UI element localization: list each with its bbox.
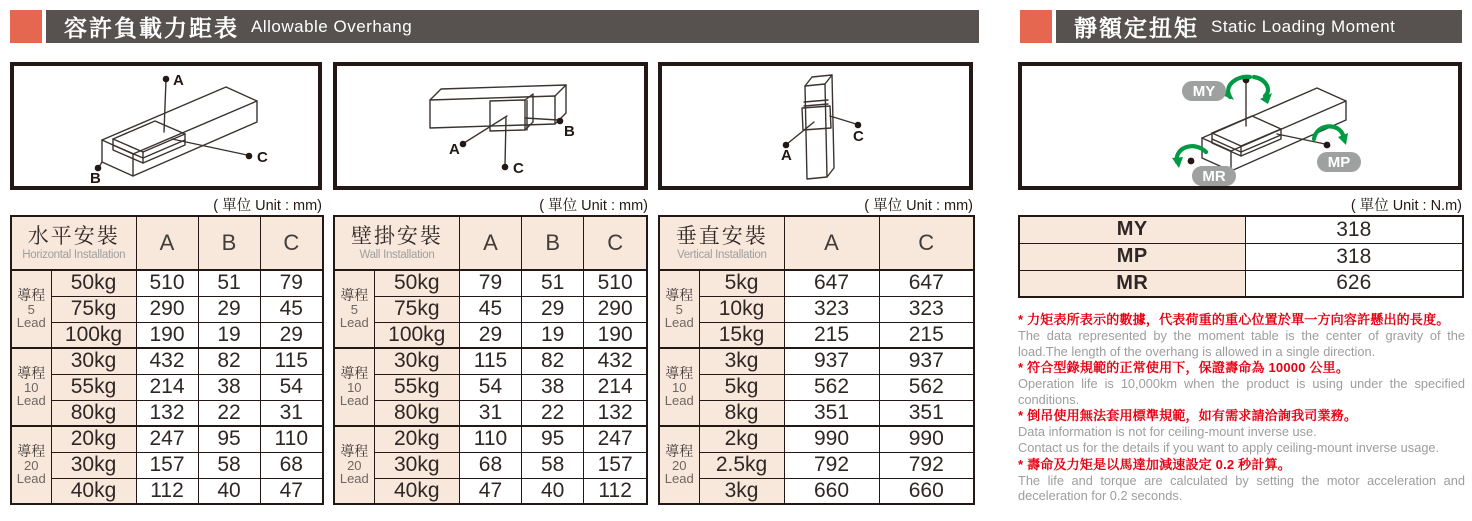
load-cell: 20kg — [374, 426, 459, 452]
lead-cell — [334, 270, 374, 348]
horizontal-installation-diagram — [10, 62, 322, 190]
value-cell: 323 — [784, 296, 879, 322]
value-cell: 95 — [198, 426, 260, 452]
value-cell: 38 — [198, 374, 260, 400]
value-cell: 58 — [522, 452, 584, 478]
value-cell: 22 — [198, 400, 260, 426]
table-row — [659, 400, 974, 426]
lead-en: Lead — [664, 315, 694, 331]
table-row — [334, 322, 647, 348]
moment-table — [1018, 215, 1464, 298]
installation-title-zh: 垂直安裝 — [675, 225, 768, 249]
load-cell: 80kg — [374, 400, 459, 426]
value-cell: 990 — [879, 426, 974, 452]
footnote-en: Data information is not for ceiling-mount inverse use. — [1018, 424, 1317, 440]
column-header-cell: A — [784, 216, 879, 270]
table-row — [11, 296, 323, 322]
load-cell: 5kg — [699, 374, 784, 400]
value-cell: 132 — [584, 400, 647, 426]
point-a-label: A — [449, 141, 460, 158]
table-row — [659, 374, 974, 400]
load-cell: 50kg — [51, 270, 136, 296]
load-cell: 8kg — [699, 400, 784, 426]
lead-cell — [11, 270, 51, 348]
value-cell: 112 — [584, 478, 647, 504]
value-cell: 47 — [459, 478, 521, 504]
value-cell: 510 — [584, 270, 647, 296]
value-cell: 132 — [136, 400, 198, 426]
moment-row — [1019, 270, 1463, 297]
value-cell: 19 — [198, 322, 260, 348]
load-cell: 10kg — [699, 296, 784, 322]
load-cell: 15kg — [699, 322, 784, 348]
footnotes — [1018, 311, 1465, 504]
installation-title-cell — [334, 216, 459, 270]
load-cell: 55kg — [51, 374, 136, 400]
value-cell: 432 — [136, 348, 198, 374]
wall-installation-diagram — [333, 62, 648, 190]
lead-zh: 導程 — [665, 443, 694, 460]
footnote-en: The data represented by the moment table is the center of gravity of the load.The length of the overhang is allowed in a single direction. — [1018, 328, 1465, 359]
moment-label-cell: MP — [1019, 243, 1245, 270]
point-a-label: A — [173, 72, 184, 89]
value-cell: 351 — [879, 400, 974, 426]
table-row — [659, 348, 974, 374]
value-cell: 29 — [260, 322, 323, 348]
lead-zh: 導程 — [17, 287, 46, 304]
value-cell: 58 — [198, 452, 260, 478]
accent-square — [10, 10, 42, 43]
lead-en: Lead — [16, 315, 46, 331]
lead-number: 20 — [672, 457, 687, 473]
lead-number: 10 — [347, 379, 362, 395]
installation-title-cell — [659, 216, 784, 270]
value-cell: 432 — [584, 348, 647, 374]
value-cell: 647 — [879, 270, 974, 296]
table-row — [659, 296, 974, 322]
lead-number: 5 — [27, 301, 35, 317]
lead-cell — [11, 348, 51, 426]
value-cell: 115 — [459, 348, 521, 374]
value-cell: 29 — [459, 322, 521, 348]
column-header-cell: A — [459, 216, 521, 270]
column-header-cell: B — [198, 216, 260, 270]
accent-square — [1020, 10, 1052, 43]
overhang-table — [658, 215, 975, 505]
value-cell: 792 — [784, 452, 879, 478]
lead-cell — [334, 426, 374, 504]
value-cell: 247 — [136, 426, 198, 452]
load-cell: 30kg — [374, 348, 459, 374]
value-cell: 54 — [459, 374, 521, 400]
mr-label: MR — [1202, 168, 1226, 185]
lead-zh: 導程 — [340, 365, 369, 382]
load-cell: 3kg — [699, 478, 784, 504]
table-row — [334, 374, 647, 400]
value-cell: 112 — [136, 478, 198, 504]
footnote-zh: * 倒吊使用無法套用標準規範，如有需求請洽詢我司業務。 — [1018, 408, 1358, 424]
value-cell: 79 — [260, 270, 323, 296]
value-cell: 290 — [584, 296, 647, 322]
value-cell: 562 — [784, 374, 879, 400]
moment-label-cell: MR — [1019, 270, 1245, 297]
footnote-zh: * 符合型錄規範的正常使用下，保證壽命為 10000 公里。 — [1018, 360, 1350, 376]
lead-cell — [659, 426, 699, 504]
overhang-table — [10, 215, 324, 505]
vertical-installation-table — [658, 215, 973, 505]
table-header-row — [334, 216, 647, 270]
my-label: MY — [1192, 83, 1216, 100]
lead-zh: 導程 — [665, 287, 694, 304]
lead-en: Lead — [339, 471, 369, 487]
footnote-en: Operation life is 10,000km when the product is using under the specified conditions. — [1018, 376, 1465, 407]
moment-label-cell: MY — [1019, 216, 1245, 243]
load-cell: 75kg — [374, 296, 459, 322]
moment-value-cell: 318 — [1245, 216, 1463, 243]
value-cell: 215 — [784, 322, 879, 348]
moment-value-cell: 626 — [1245, 270, 1463, 297]
footnote-en: Contact us for the details if you want to apply ceiling-mount inverse usage. — [1018, 439, 1440, 455]
table-row — [334, 296, 647, 322]
installation-title-cell — [11, 216, 136, 270]
moment-row — [1019, 243, 1463, 270]
lead-en: Lead — [339, 393, 369, 409]
moment-row — [1019, 216, 1463, 243]
value-cell: 68 — [459, 452, 521, 478]
value-cell: 45 — [260, 296, 323, 322]
lead-cell — [659, 348, 699, 426]
unit-label-mm: ( 單位 Unit : mm) — [539, 198, 648, 214]
point-b-label: B — [564, 123, 575, 140]
footnote-zh: * 力矩表所表示的數據，代表荷重的重心位置於單一方向容許懸出的長度。 — [1018, 312, 1450, 327]
section-title-en: Static Loading Moment — [1211, 16, 1396, 36]
table-row — [659, 322, 974, 348]
load-cell: 50kg — [374, 270, 459, 296]
lead-zh: 導程 — [17, 365, 46, 382]
unit-label-mm: ( 單位 Unit : mm) — [213, 198, 322, 214]
value-cell: 660 — [879, 478, 974, 504]
installation-title-zh: 壁掛安裝 — [350, 225, 443, 249]
footnote — [1018, 407, 1465, 455]
lead-number: 5 — [350, 301, 358, 317]
point-c-label: C — [853, 128, 864, 145]
value-cell: 82 — [522, 348, 584, 374]
header-bar — [46, 10, 979, 43]
table-row — [11, 400, 323, 426]
value-cell: 215 — [879, 322, 974, 348]
value-cell: 45 — [459, 296, 521, 322]
value-cell: 937 — [879, 348, 974, 374]
value-cell: 51 — [522, 270, 584, 296]
horizontal-installation-table — [10, 215, 322, 505]
table-row — [334, 426, 647, 452]
lead-number: 10 — [672, 379, 687, 395]
table-header-row — [659, 216, 974, 270]
table-row — [659, 478, 974, 504]
value-cell: 54 — [260, 374, 323, 400]
wall-rail-drawing — [337, 66, 644, 186]
value-cell: 40 — [198, 478, 260, 504]
table-row — [11, 452, 323, 478]
section-title-en: Allowable Overhang — [251, 16, 413, 36]
column-header-cell: C — [584, 216, 647, 270]
value-cell: 214 — [136, 374, 198, 400]
unit-label-mm: ( 單位 Unit : mm) — [864, 198, 973, 214]
section-header-static-loading-moment — [1020, 10, 1462, 43]
value-cell: 110 — [459, 426, 521, 452]
header-bar — [1056, 10, 1462, 43]
value-cell: 660 — [784, 478, 879, 504]
value-cell: 290 — [136, 296, 198, 322]
table-header-row — [11, 216, 323, 270]
value-cell: 29 — [522, 296, 584, 322]
horizontal-rail-drawing — [14, 66, 318, 186]
lead-cell — [11, 426, 51, 504]
column-header-cell: C — [879, 216, 974, 270]
unit-label-nm: ( 單位 Unit : N.m) — [1350, 198, 1462, 214]
load-cell: 80kg — [51, 400, 136, 426]
load-cell: 30kg — [51, 348, 136, 374]
vertical-installation-diagram — [658, 62, 973, 190]
load-cell: 55kg — [374, 374, 459, 400]
table-row — [659, 270, 974, 296]
table-row — [11, 322, 323, 348]
table-row — [11, 478, 323, 504]
load-cell: 40kg — [374, 478, 459, 504]
load-cell: 30kg — [51, 452, 136, 478]
value-cell: 190 — [584, 322, 647, 348]
lead-number: 20 — [24, 457, 39, 473]
installation-title-en: Horizontal Installation — [22, 248, 126, 261]
column-header-cell: B — [522, 216, 584, 270]
value-cell: 79 — [459, 270, 521, 296]
installation-title-en: Vertical Installation — [676, 248, 767, 261]
moment-rail-drawing — [1022, 66, 1458, 186]
column-header-cell: A — [136, 216, 198, 270]
table-row — [659, 452, 974, 478]
lead-cell — [334, 348, 374, 426]
footnote-zh: * 壽命及力矩是以馬達加減速設定 0.2 秒計算。 — [1018, 456, 1291, 472]
lead-en: Lead — [664, 393, 694, 409]
lead-number: 20 — [347, 457, 362, 473]
value-cell: 214 — [584, 374, 647, 400]
value-cell: 792 — [879, 452, 974, 478]
table-row — [11, 270, 323, 296]
value-cell: 323 — [879, 296, 974, 322]
table-row — [334, 478, 647, 504]
load-cell: 2.5kg — [699, 452, 784, 478]
column-header-cell: C — [260, 216, 323, 270]
lead-en: Lead — [664, 471, 694, 487]
value-cell: 82 — [198, 348, 260, 374]
load-cell: 100kg — [374, 322, 459, 348]
value-cell: 31 — [260, 400, 323, 426]
value-cell: 190 — [136, 322, 198, 348]
wall-installation-table — [333, 215, 648, 505]
value-cell: 351 — [784, 400, 879, 426]
value-cell: 95 — [522, 426, 584, 452]
value-cell: 110 — [260, 426, 323, 452]
lead-en: Lead — [339, 315, 369, 331]
table-row — [334, 270, 647, 296]
overhang-table — [333, 215, 648, 505]
table-row — [11, 348, 323, 374]
value-cell: 157 — [584, 452, 647, 478]
section-title-zh: 靜額定扭矩 — [1074, 15, 1199, 41]
lead-zh: 導程 — [340, 287, 369, 304]
moment-value-cell: 318 — [1245, 243, 1463, 270]
section-header-allowable-overhang — [10, 10, 979, 43]
load-cell: 5kg — [699, 270, 784, 296]
table-row — [11, 426, 323, 452]
load-cell: 20kg — [51, 426, 136, 452]
lead-en: Lead — [16, 471, 46, 487]
value-cell: 47 — [260, 478, 323, 504]
installation-title-en: Wall Installation — [359, 248, 435, 261]
section-title-zh: 容許負載力距表 — [64, 15, 239, 41]
value-cell: 510 — [136, 270, 198, 296]
value-cell: 19 — [522, 322, 584, 348]
value-cell: 22 — [522, 400, 584, 426]
lead-number: 5 — [675, 301, 683, 317]
table-row — [659, 426, 974, 452]
value-cell: 29 — [198, 296, 260, 322]
footnote — [1018, 456, 1465, 504]
load-cell: 100kg — [51, 322, 136, 348]
value-cell: 40 — [522, 478, 584, 504]
value-cell: 31 — [459, 400, 521, 426]
value-cell: 157 — [136, 452, 198, 478]
table-row — [11, 374, 323, 400]
load-cell: 2kg — [699, 426, 784, 452]
lead-zh: 導程 — [665, 365, 694, 382]
value-cell: 647 — [784, 270, 879, 296]
value-cell: 562 — [879, 374, 974, 400]
value-cell: 990 — [784, 426, 879, 452]
value-cell: 247 — [584, 426, 647, 452]
table-row — [334, 452, 647, 478]
footnote-en: The life and torque are calculated by setting the motor acceleration and deceleration for 0.2 seconds. — [1018, 472, 1465, 504]
static-moment-diagram — [1018, 62, 1462, 190]
footnote — [1018, 311, 1465, 359]
value-cell: 937 — [784, 348, 879, 374]
value-cell: 68 — [260, 452, 323, 478]
lead-number: 10 — [24, 379, 39, 395]
static-moment-table — [1018, 215, 1462, 298]
point-c-label: C — [257, 149, 268, 166]
lead-en: Lead — [16, 393, 46, 409]
lead-cell — [659, 270, 699, 348]
point-a-label: A — [781, 147, 792, 164]
load-cell: 75kg — [51, 296, 136, 322]
footnote — [1018, 359, 1465, 407]
value-cell: 51 — [198, 270, 260, 296]
load-cell: 30kg — [374, 452, 459, 478]
table-row — [334, 348, 647, 374]
point-c-label: C — [513, 160, 524, 177]
table-row — [334, 400, 647, 426]
vertical-rail-drawing — [662, 66, 969, 186]
lead-zh: 導程 — [340, 443, 369, 460]
load-cell: 40kg — [51, 478, 136, 504]
load-cell: 3kg — [699, 348, 784, 374]
lead-zh: 導程 — [17, 443, 46, 460]
point-b-label: B — [90, 170, 101, 186]
mp-label: MP — [1327, 154, 1351, 171]
value-cell: 115 — [260, 348, 323, 374]
value-cell: 38 — [522, 374, 584, 400]
installation-title-zh: 水平安裝 — [27, 225, 120, 249]
